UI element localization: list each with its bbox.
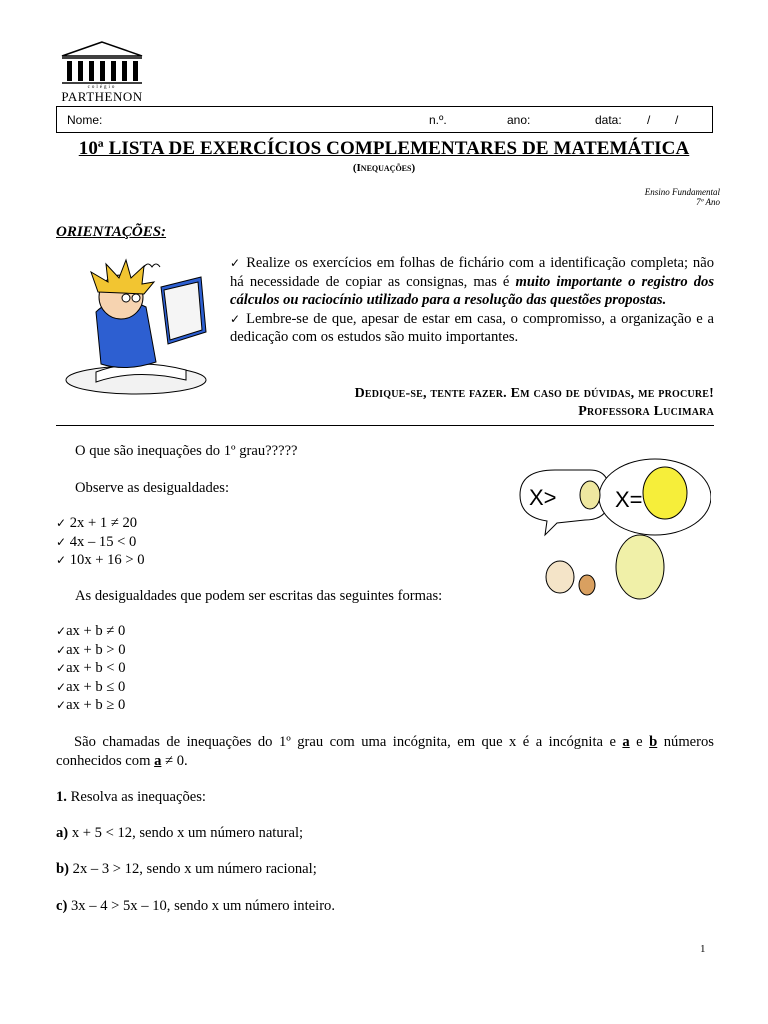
check-icon: ✓ — [56, 642, 67, 657]
definition-paragraph: São chamadas de inequações do 1º grau com uma incógnita, em que x é a incógnita e a e b números conhecidos com a ≠ 0. — [56, 734, 714, 769]
teacher-name: Professora Lucimara — [578, 404, 714, 419]
school-name: PARTHENON — [61, 89, 143, 104]
check-icon: ✓ — [56, 679, 67, 694]
check-icon: ✓ — [56, 534, 67, 549]
exercise-item-b: b) 2x – 3 > 12, sendo x um número racional; — [56, 861, 317, 877]
list-item: ✓ax + b < 0 — [56, 660, 126, 676]
name-field-label: Nome: — [67, 113, 103, 127]
check-icon: ✓ — [56, 553, 67, 567]
check-icon: ✓ — [230, 256, 242, 270]
example-list — [56, 514, 145, 570]
intro-question: O que são inequações do 1º grau????? — [75, 443, 298, 459]
instruction-1-emphasis: muito importante o registro dos cálculos ou raciocínio utilizado para a resolução das questões propostas. — [230, 273, 715, 308]
list-item: ✓ 4x – 15 < 0 — [56, 533, 137, 550]
date-field-label: data: — [595, 113, 622, 127]
list-item: ✓ax + b ≥ 0 — [56, 697, 126, 713]
list-item: ✓ax + b ≤ 0 — [56, 678, 126, 695]
list-item: ✓ax + b ≠ 0 — [56, 623, 126, 639]
school-subtitle: colégio — [87, 85, 117, 90]
page-subtitle: (Inequações) — [352, 162, 416, 174]
check-icon: ✓ — [56, 698, 67, 712]
page-title: 10ª LISTA DE EXERCÍCIOS COMPLEMENTARES DE MATEMÁTICA — [78, 138, 690, 159]
check-icon: ✓ — [56, 624, 67, 638]
divider — [56, 425, 714, 426]
instruction-2-text: Lembre-se de que, apesar de estar em casa, o compromisso, a organização e a dedicação com os estudos são muito importantes. — [230, 310, 714, 345]
check-icon: ✓ — [56, 661, 67, 675]
exercise-item-a: a) x + 5 < 12, sendo x um número natural; — [56, 825, 304, 841]
instruction-1-text: Realize os exercícios em folhas de fichário com a identificação completa; não há necessidade de copiar as consignas, mas é — [230, 255, 714, 290]
observe-label: Observe as desigualdades: — [75, 480, 229, 496]
instructions — [230, 254, 714, 347]
eggs-equal-label: X= — [615, 487, 643, 512]
identification-box — [56, 106, 713, 133]
studying-student-icon — [56, 252, 216, 402]
forms-list — [56, 622, 126, 715]
exercise-1-prompt: 1. Resolva as inequações: — [56, 789, 206, 805]
exercise-item-c: c) 3x – 4 > 5x – 10, sendo x um número inteiro. — [56, 898, 335, 914]
eggs-greater-label: X> — [529, 485, 557, 510]
number-field-label: n.º. — [429, 113, 447, 127]
year-field-label: ano: — [507, 113, 531, 127]
grade-level: Ensino Fundamental — [644, 187, 720, 197]
list-item: ✓ax + b > 0 — [56, 641, 126, 658]
list-item: ✓ 2x + 1 ≠ 20 — [56, 515, 138, 531]
list-item: ✓ 10x + 16 > 0 — [56, 552, 145, 568]
eggs-thinking-illustration — [515, 455, 711, 605]
grade-year: 7º Ano — [696, 197, 720, 207]
orientations-heading: ORIENTAÇÕES: — [56, 224, 167, 240]
encouragement-note: Dedique-se, tente fazer. Em caso de dúvidas, me procure! — [354, 386, 714, 401]
check-icon: ✓ — [56, 516, 67, 530]
page-number: 1 — [700, 943, 706, 955]
forms-intro: As desigualdades que podem ser escritas das seguintes formas: — [75, 588, 443, 604]
check-icon: ✓ — [230, 311, 242, 326]
date-slash-2: / — [675, 113, 679, 127]
date-slash-1: / — [647, 113, 651, 127]
